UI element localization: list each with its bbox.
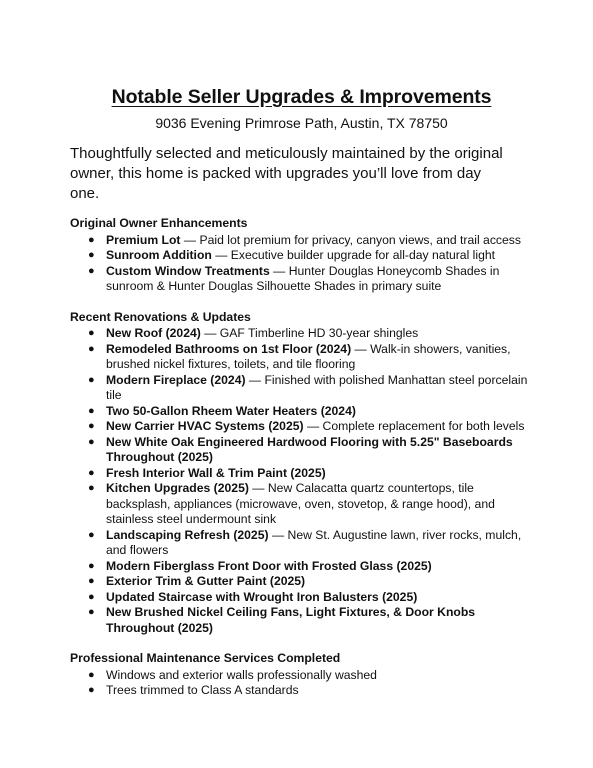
section-original-owner-enhancements [70, 216, 533, 295]
bullet-icon: ● [88, 668, 95, 681]
item-label: Updated Staircase with Wrought Iron Balusters (2025) [106, 589, 418, 604]
list-item [70, 574, 536, 590]
item-label: Two 50-Gallon Rheem Water Heaters (2024) [106, 403, 356, 418]
section-recent-renovations [70, 310, 533, 637]
item-description: — Finished with polished Manhattan steel porcelain tile [106, 372, 528, 402]
item-label: Exterior Trim & Gutter Paint (2025) [106, 574, 306, 588]
bullet-icon: ● [88, 606, 95, 618]
section-heading: Professional Maintenance Services Completed [70, 651, 341, 665]
bullet-icon: ● [88, 528, 95, 541]
item-description: Windows and exterior walls professionally washed [106, 667, 377, 682]
item-label: Kitchen Upgrades (2025) [106, 481, 249, 495]
list-item [70, 605, 536, 636]
item-label: Premium Lot [106, 232, 181, 247]
bullet-icon: ● [88, 404, 95, 417]
item-label: Custom Window Treatments [106, 263, 270, 278]
section-heading: Original Owner Enhancements [70, 216, 248, 230]
bullet-icon: ● [88, 559, 95, 572]
item-label: Sunroom Addition [106, 248, 212, 262]
document-title: Notable Seller Upgrades & Improvements [111, 86, 492, 108]
list-item [70, 466, 536, 482]
list-item [70, 668, 536, 684]
list-item [70, 233, 536, 249]
list-item [70, 590, 536, 606]
item-description: — New Calacatta quartz countertops, tile backsplash, appliances (microwave, oven, stovetop, & range hood), and stainless steel undermount sink [106, 481, 495, 526]
bullet-icon: ● [88, 466, 95, 479]
list-item [70, 481, 536, 528]
bullet-icon: ● [88, 420, 95, 432]
item-label: New Roof (2024) [106, 326, 201, 340]
bullet-icon: ● [88, 233, 95, 246]
list-item [70, 326, 536, 342]
item-label: Landscaping Refresh (2025) [106, 527, 269, 542]
bullet-icon: ● [88, 684, 95, 696]
intro-paragraph: Thoughtfully selected and meticulously maintained by the original owner, this home is packed with upgrades you’ll love from day one. [70, 145, 503, 202]
item-description: — GAF Timberline HD 30-year shingles [200, 326, 419, 340]
item-description: — Executive builder upgrade for all-day natural light [211, 248, 496, 262]
item-label: Remodeled Bathrooms on 1st Floor (2024) [106, 341, 352, 356]
section-heading: Recent Renovations & Updates [70, 309, 251, 324]
item-description: — New St. Augustine lawn, river rocks, mulch, and flowers [106, 527, 522, 557]
item-label: Fresh Interior Wall & Trim Paint (2025) [106, 465, 326, 480]
property-address: 9036 Evening Primrose Path, Austin, TX 78750 [155, 115, 448, 131]
list-item [70, 683, 536, 699]
item-description: — Walk-in showers, vanities, brushed nickel fixtures, toilets, and tile flooring [106, 341, 511, 371]
bullet-icon: ● [88, 264, 95, 277]
bullet-icon: ● [88, 435, 95, 448]
item-label: New White Oak Engineered Hardwood Flooring with 5.25" Baseboards Throughout (2025) [106, 434, 513, 464]
bullet-icon: ● [88, 575, 95, 587]
item-label: New Brushed Nickel Ceiling Fans, Light Fixtures, & Door Knobs Throughout (2025) [106, 605, 476, 635]
list-item [70, 404, 536, 420]
bullet-icon: ● [88, 342, 95, 355]
item-label: New Carrier HVAC Systems (2025) [106, 419, 304, 433]
section-professional-maintenance [70, 651, 533, 699]
list-item [70, 435, 536, 466]
section-list [70, 233, 533, 295]
list-item [70, 419, 536, 435]
item-description: — Paid lot premium for privacy, canyon views, and trail access [180, 232, 521, 247]
item-description: Trees trimmed to Class A standards [106, 683, 299, 697]
section-list [70, 326, 533, 636]
bullet-icon: ● [88, 482, 95, 494]
bullet-icon: ● [88, 327, 95, 339]
list-item [70, 342, 536, 373]
item-description: — Complete replacement for both levels [303, 419, 525, 433]
bullet-icon: ● [88, 590, 95, 603]
list-item [70, 373, 536, 404]
list-item [70, 528, 536, 559]
item-label: Modern Fireplace (2024) [106, 372, 246, 387]
list-item [70, 248, 536, 264]
list-item [70, 264, 536, 295]
item-label: Modern Fiberglass Front Door with Frosted Glass (2025) [106, 558, 432, 573]
section-list [70, 668, 533, 699]
item-description: — Hunter Douglas Honeycomb Shades in sunroom & Hunter Douglas Silhouette Shades in primary suite [106, 263, 500, 293]
list-item [70, 559, 536, 575]
bullet-icon: ● [88, 373, 95, 386]
bullet-icon: ● [88, 249, 95, 261]
